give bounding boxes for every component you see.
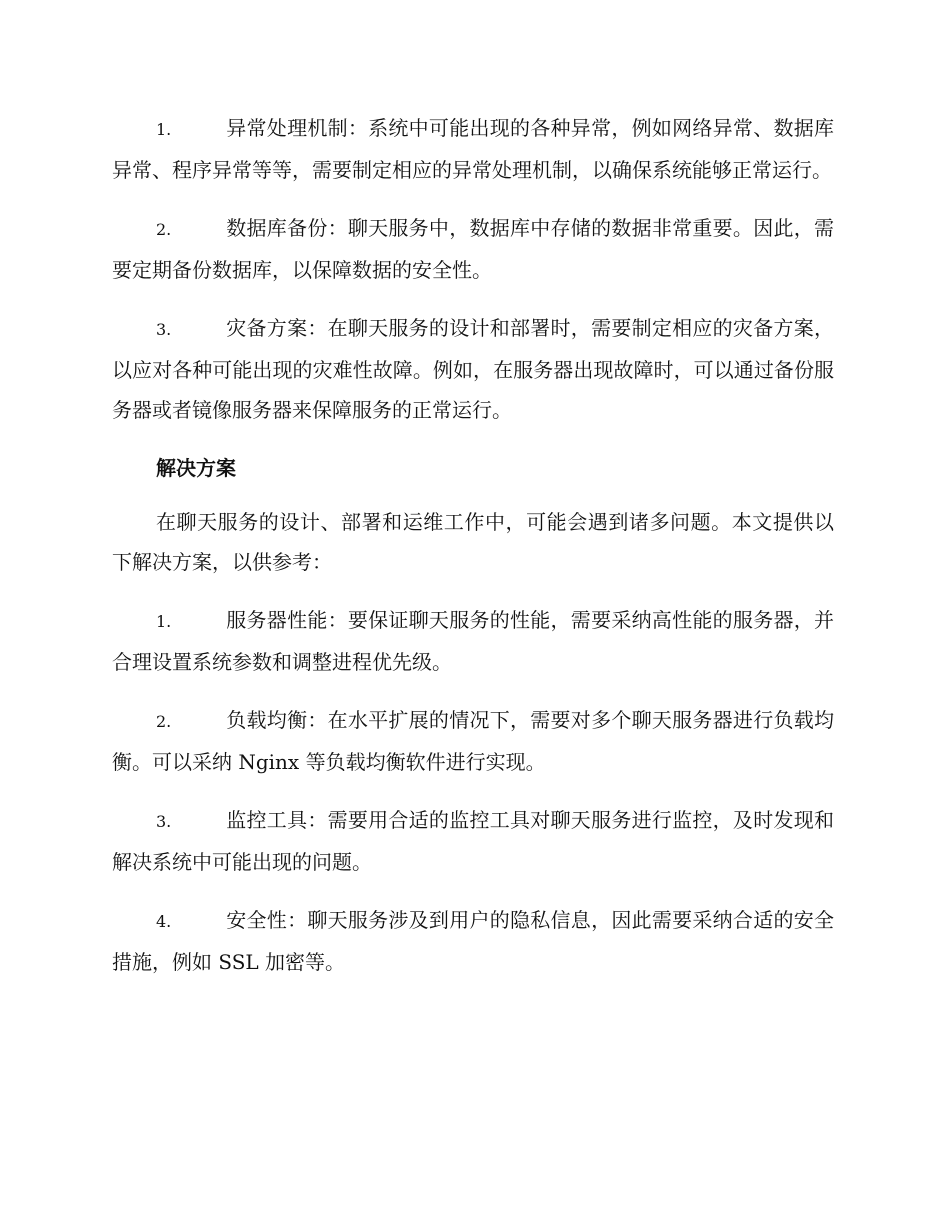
list-item-number: 3. <box>156 320 172 339</box>
intro-paragraph: 在聊天服务的设计、部署和运维工作中，可能会遇到诸多问题。本文提供以下解决方案，以供参考： <box>112 510 834 574</box>
list-item <box>112 600 834 682</box>
list-item <box>112 108 834 190</box>
list-item <box>112 700 834 782</box>
list-item <box>112 308 834 430</box>
list-item-text: 安全性：聊天服务涉及到用户的隐私信息，因此需要采纳合适的安全措施，例如 SSL 加密等。 <box>112 908 834 974</box>
list-item <box>112 800 834 882</box>
document-page <box>112 108 834 1000</box>
section-heading: 解决方案 <box>156 456 236 480</box>
list-item-text: 灾备方案：在聊天服务的设计和部署时，需要制定相应的灾备方案，以应对各种可能出现的灾难性故障。例如，在服务器出现故障时，可以通过备份服务器或者镜像服务器来保障服务的正常运行。 <box>112 316 834 422</box>
list-item <box>112 900 834 982</box>
list-item <box>112 208 834 290</box>
list-item-number: 2. <box>156 220 172 239</box>
list-item-text: 监控工具：需要用合适的监控工具对聊天服务进行监控，及时发现和解决系统中可能出现的问题。 <box>112 808 834 874</box>
list-item-text: 异常处理机制：系统中可能出现的各种异常，例如网络异常、数据库异常、程序异常等等，需要制定相应的异常处理机制，以确保系统能够正常运行。 <box>112 116 834 182</box>
list-item-number: 4. <box>156 912 172 931</box>
list-item-number: 1. <box>156 612 172 631</box>
list-item-text: 服务器性能：要保证聊天服务的性能，需要采纳高性能的服务器，并合理设置系统参数和调整进程优先级。 <box>112 608 834 674</box>
list-item-number: 2. <box>156 712 172 731</box>
list-item-number: 1. <box>156 120 172 139</box>
list-item-number: 3. <box>156 812 172 831</box>
list-item-text: 数据库备份：聊天服务中，数据库中存储的数据非常重要。因此，需要定期备份数据库，以保障数据的安全性。 <box>112 216 834 282</box>
list-item-text: 负载均衡：在水平扩展的情况下，需要对多个聊天服务器进行负载均衡。可以采纳 Nginx 等负载均衡软件进行实现。 <box>112 708 834 774</box>
